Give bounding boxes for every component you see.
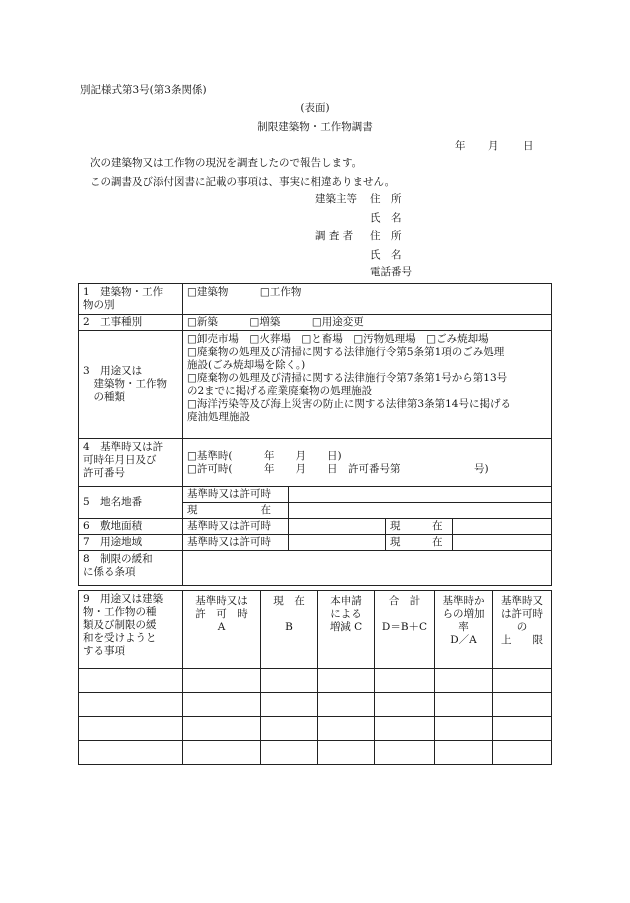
header-increase-rate: 基準時か らの増加 率 D／A bbox=[435, 591, 493, 669]
label-zoning: 7 用途地域 bbox=[79, 535, 183, 551]
cell[interactable] bbox=[79, 669, 183, 693]
cell[interactable] bbox=[435, 717, 493, 741]
form-number: 別記様式第3号(第3条関係) bbox=[80, 84, 207, 96]
use-type-options[interactable]: □卸売市場 □火葬場 □と畜場 □汚物処理場 □ごみ焼却場 □廃棄物の処理及び清掃に関する法律施行令第5条第1項のごみ処理 施設(ごみ焼却場を除く。) □廃棄物の処理及び清掃に関する法律施行令第7条第1号から第13号 の2までに掲げる産業廃棄物の処理施設 □海洋汚染等及び海上災害の防止に関する法律第3条第14号に掲げる 廃油処理施設 bbox=[183, 331, 552, 439]
cell[interactable] bbox=[183, 693, 261, 717]
site-area-base-label: 基準時又は許可時 bbox=[183, 519, 289, 535]
cell[interactable] bbox=[261, 717, 318, 741]
base-date-fields[interactable] bbox=[183, 439, 552, 487]
cell[interactable] bbox=[183, 717, 261, 741]
row-zoning bbox=[79, 535, 552, 551]
table-row bbox=[79, 717, 552, 741]
zoning-base-field[interactable] bbox=[289, 535, 386, 551]
use-restriction-table bbox=[78, 590, 552, 765]
cell[interactable] bbox=[375, 669, 435, 693]
cell[interactable] bbox=[435, 669, 493, 693]
header-current-b: 現 在 B bbox=[261, 591, 318, 669]
label-construction-type: 2 工事種別 bbox=[79, 315, 183, 331]
cell[interactable] bbox=[261, 669, 318, 693]
site-area-current-label: 現 在 bbox=[386, 519, 453, 535]
permit-date-line[interactable]: □許可時( 年 月 日 許可番号第 号) bbox=[187, 462, 489, 475]
row-lot-number-1 bbox=[79, 487, 552, 503]
intro-line-1: 次の建築物又は工作物の現況を調査したので報告します。 bbox=[90, 157, 363, 169]
cell[interactable] bbox=[493, 717, 552, 741]
relaxation-field[interactable] bbox=[183, 551, 552, 586]
label-lot-number: 5 地名地番 bbox=[79, 487, 183, 519]
label-relaxation: 8 制限の緩和 に係る条項 bbox=[79, 551, 183, 586]
surveyor-address-label: 住 所 bbox=[370, 230, 402, 242]
cell[interactable] bbox=[493, 669, 552, 693]
site-area-base-field[interactable] bbox=[289, 519, 386, 535]
label-use-restriction: 9 用途又は建築 物・工作物の種 類及び制限の緩 和を受けようと する事項 bbox=[79, 591, 183, 669]
header-total-d: 合 計 D＝B＋C bbox=[375, 591, 435, 669]
date-month: 月 bbox=[488, 140, 499, 152]
header-change-c: 本申請 による 増減 C bbox=[318, 591, 375, 669]
cell[interactable] bbox=[183, 741, 261, 765]
zoning-current-field[interactable] bbox=[453, 535, 552, 551]
surveyor-name-label: 氏 名 bbox=[370, 249, 402, 261]
row-construction-type bbox=[79, 315, 552, 331]
construction-type-options[interactable]: □新築 □増築 □用途変更 bbox=[183, 315, 552, 331]
cell[interactable] bbox=[375, 717, 435, 741]
zoning-base-label: 基準時又は許可時 bbox=[183, 535, 289, 551]
owner-name-label: 氏 名 bbox=[370, 212, 402, 224]
zoning-current-label: 現 在 bbox=[386, 535, 453, 551]
cell[interactable] bbox=[435, 741, 493, 765]
label-building-type: 1 建築物・工作 物の別 bbox=[79, 284, 183, 315]
label-use-type: 3 用途又は 建築物・工作物 の種類 bbox=[79, 331, 183, 439]
cell[interactable] bbox=[79, 693, 183, 717]
cell[interactable] bbox=[435, 693, 493, 717]
table-row bbox=[79, 741, 552, 765]
cell[interactable] bbox=[493, 693, 552, 717]
cell[interactable] bbox=[79, 741, 183, 765]
table-row bbox=[79, 693, 552, 717]
building-type-options[interactable]: □建築物 □工作物 bbox=[183, 284, 552, 315]
site-area-current-field[interactable] bbox=[453, 519, 552, 535]
page-title: 制限建築物・工作物調書 bbox=[257, 121, 373, 133]
cell[interactable] bbox=[375, 693, 435, 717]
row-relaxation bbox=[79, 551, 552, 586]
cell[interactable] bbox=[318, 693, 375, 717]
date-year: 年 bbox=[455, 140, 466, 152]
base-date-line[interactable]: □基準時( 年 月 日) bbox=[187, 449, 342, 462]
cell[interactable] bbox=[318, 717, 375, 741]
row-building-type bbox=[79, 284, 552, 315]
table-row bbox=[79, 669, 552, 693]
phone-label: 電話番号 bbox=[370, 266, 412, 278]
date-day: 日 bbox=[523, 140, 534, 152]
cell[interactable] bbox=[318, 669, 375, 693]
header-upper-limit: 基準時又 は許可時 の 上 限 bbox=[493, 591, 552, 669]
lot-number-current-label: 現 在 bbox=[183, 503, 289, 519]
lot-number-current-field[interactable] bbox=[289, 503, 552, 519]
label-site-area: 6 敷地面積 bbox=[79, 519, 183, 535]
row-use-restriction-header bbox=[79, 591, 552, 669]
cell[interactable] bbox=[493, 741, 552, 765]
header-base-a: 基準時又は 許 可 時 A bbox=[183, 591, 261, 669]
lot-number-base-label: 基準時又は許可時 bbox=[183, 487, 289, 503]
cell[interactable] bbox=[183, 669, 261, 693]
cell[interactable] bbox=[261, 741, 318, 765]
intro-line-2: この調書及び添付図書に記載の事項は、事実に相違ありません。 bbox=[90, 176, 396, 188]
lot-number-base-field[interactable] bbox=[289, 487, 552, 503]
cell[interactable] bbox=[318, 741, 375, 765]
cell[interactable] bbox=[79, 717, 183, 741]
row-site-area bbox=[79, 519, 552, 535]
cell[interactable] bbox=[375, 741, 435, 765]
survey-table bbox=[78, 283, 552, 586]
owner-label: 建築主等 bbox=[315, 193, 357, 205]
row-use-type bbox=[79, 331, 552, 439]
owner-address-label: 住 所 bbox=[370, 193, 402, 205]
side-label: (表面) bbox=[300, 102, 330, 114]
label-base-date: 4 基準時又は許 可時年月日及び 許可番号 bbox=[79, 439, 183, 487]
surveyor-label: 調 査 者 bbox=[315, 230, 354, 242]
cell[interactable] bbox=[261, 693, 318, 717]
row-base-date bbox=[79, 439, 552, 487]
